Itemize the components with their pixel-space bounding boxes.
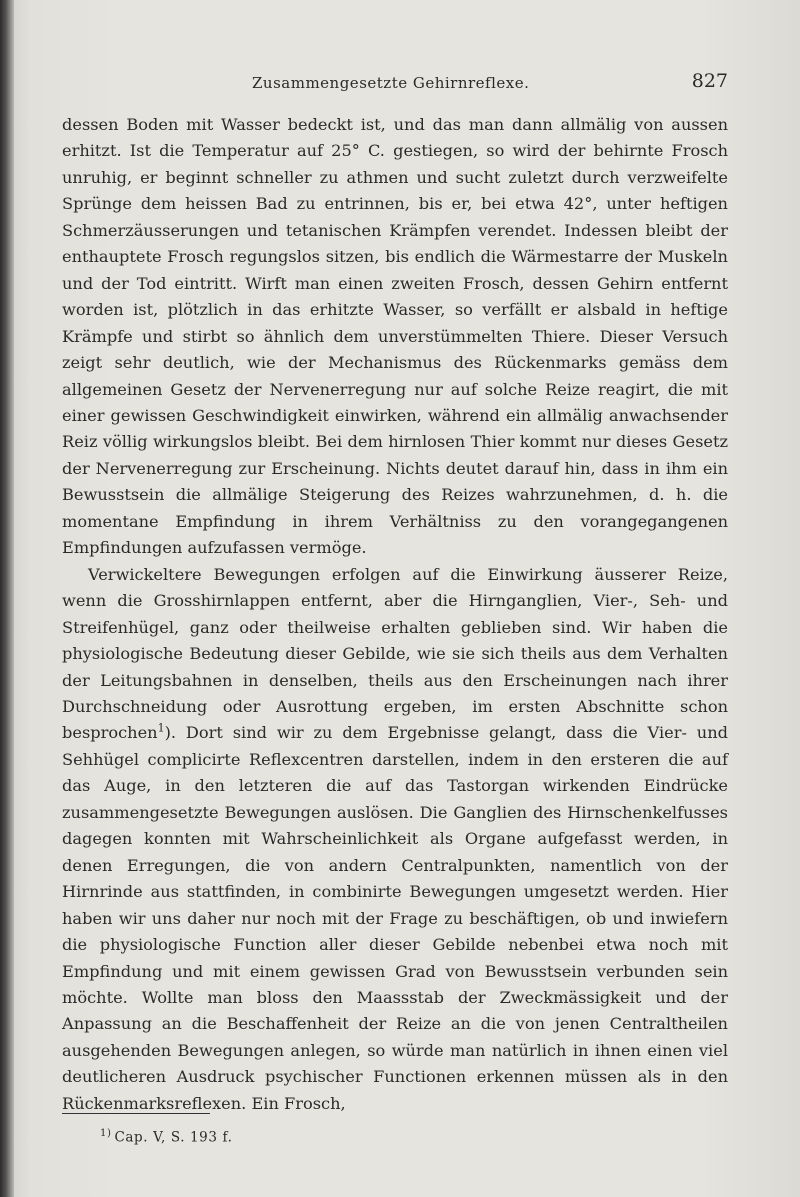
footnote-divider xyxy=(62,1113,210,1114)
running-title: Zusammengesetzte Gehirnreflexe. xyxy=(252,74,530,92)
footnote-reference: 1 xyxy=(157,722,165,736)
page-number: 827 xyxy=(691,70,728,92)
paragraph: dessen Boden mit Wasser bedeckt ist, und das man dann allmälig von aussen erhitzt. Ist die Temperatur auf 25° C. gestiegen, so wird der behirnte Frosch unruhig, er beginnt schneller zu athmen und sucht zuletzt durch verzweifelte Sprünge dem heissen Bad zu entrinnen, bis er, bei etwa 42°, unter heftigen Schmerzäusserungen und tetanischen Krämpfen verendet. Indessen bleibt der enthauptete Frosch regungslos sitzen, bis endlich die Wärmestarre der Muskeln und der Tod eintritt. Wirft man einen zweiten Frosch, dessen Gehirn entfernt worden ist, plötzlich in das erhitzte Wasser, so verfällt er alsbald in heftige Krämpfe und stirbt so ähnlich dem unverstümmelten Thiere. Dieser Versuch zeigt sehr deutlich, wie der Mechanismus des Rückenmarks gemäss dem allgemeinen Gesetz der Nervenerregung nur auf solche Reize reagirt, die mit einer gewissen Geschwindigkeit einwirken, während ein allmälig anwachsender Reiz völlig wirkungslos bleibt. Bei dem hirnlosen Thier kommt nur dieses Gesetz der Nervenerregung zur Erscheinung. Nichts deutet darauf hin, dass in ihm ein Bewusstsein die allmälige Steigerung des Reizes wahrzunehmen, d. h. die momentane Empfindung in ihrem Verhältniss zu den vorangegangenen Empfindungen aufzufassen vermöge. xyxy=(62,115,728,558)
footnote-text: Cap. V, S. 193 f. xyxy=(114,1129,233,1146)
page-binding-edge xyxy=(0,0,14,1197)
paragraph xyxy=(62,562,728,1118)
body-text xyxy=(62,112,728,1117)
page-header xyxy=(62,70,728,96)
footnote xyxy=(100,1128,232,1146)
paragraph-part: Verwickeltere Bewegungen erfolgen auf die Einwirkung äusserer Reize, wenn die Grosshirnlappen entfernt, aber die Hirnganglien, Vier-, Seh- und Streifenhügel, ganz oder theilweise erhalten geblieben sind. Wir haben die physiologische Bedeutung dieser Gebilde, wie sie sich theils aus dem Verhalten der Leitungsbahnen in denselben, theils aus den Erscheinungen nach ihrer Durchschneidung oder Ausrottung ergeben, im ersten Abschnitte schon besprochen xyxy=(62,564,728,743)
footnote-marker: 1) xyxy=(100,1128,112,1139)
paragraph-part: ). Dort sind wir zu dem Ergebnisse gelangt, dass die Vier- und Sehhügel complicirte Reflexcentren darstellen, indem in den ersteren die auf das Auge, in den letzteren die auf das Tastorgan wirkenden Eindrücke zusammengesetzte Bewegungen auslösen. Die Ganglien des Hirnschenkelfusses dagegen konnten mit Wahrscheinlichkeit als Organe aufgefasst werden, in denen Erregungen, die von andern Centralpunkten, namentlich von der Hirnrinde aus stattfinden, in combinirte Bewegungen umgesetzt werden. Hier haben wir uns daher nur noch mit der Frage zu beschäftigen, ob und inwiefern die physiologische Function aller dieser Gebilde nebenbei etwa noch mit Empfindung und mit einem gewissen Grad von Bewusstsein verbunden sein möchte. Wollte man bloss den Maassstab der Zweckmässigkeit und der Anpassung an die Beschaffenheit der Reize an die von jenen Centraltheilen ausgehenden Bewegungen anlegen, so würde man natürlich in ihnen einen viel deutlicheren Ausdruck psychischer Functionen erkennen müssen als in den Rückenmarksreflexen. Ein Frosch, xyxy=(62,723,728,1113)
